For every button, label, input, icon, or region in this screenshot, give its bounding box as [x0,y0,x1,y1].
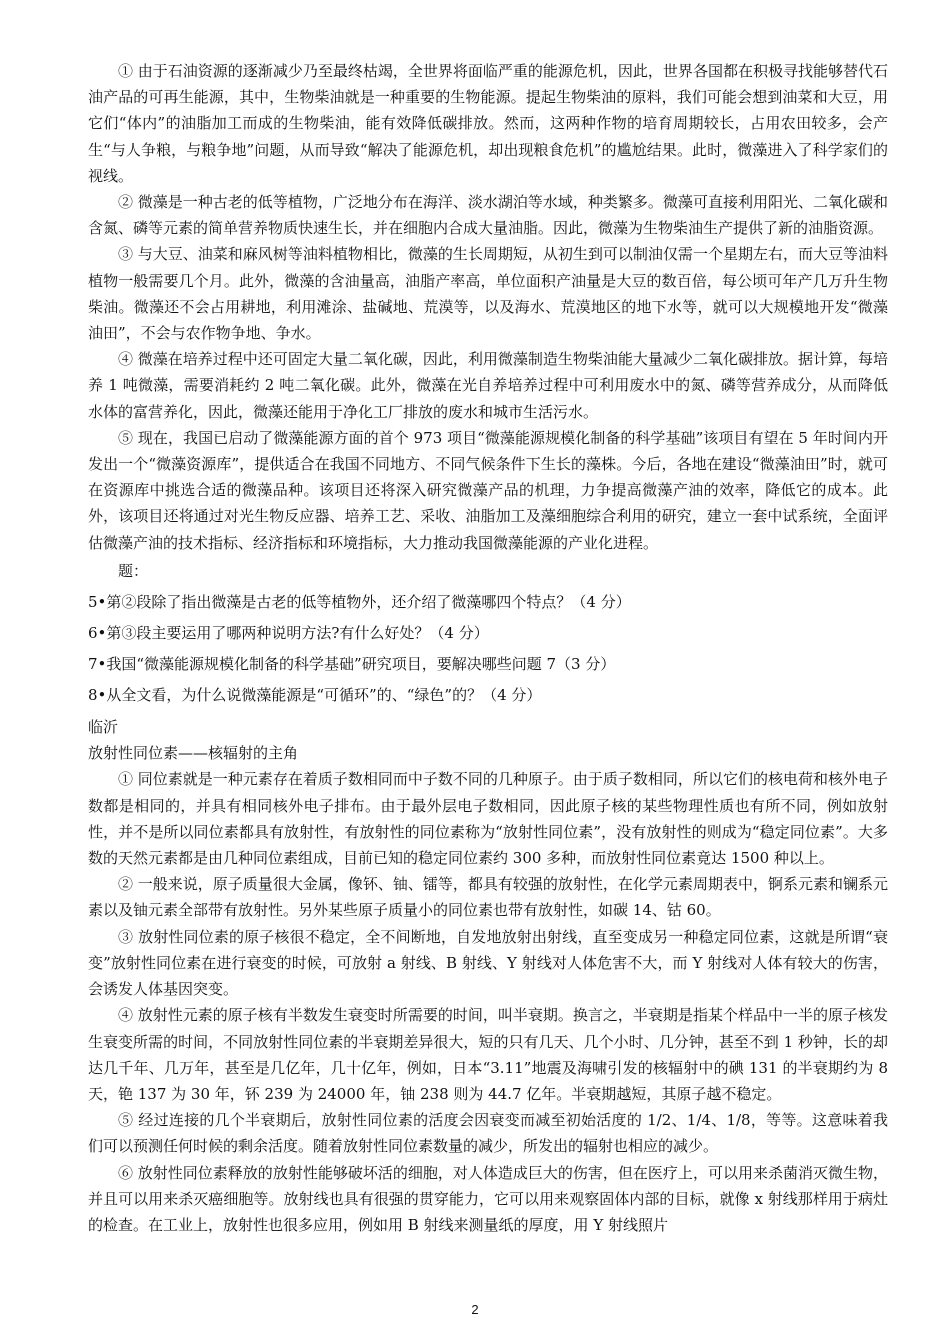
paragraph: ② 一般来说，原子质量很大金属，像钚、铀、镭等，都具有较强的放射性，在化学元素周期表中，锕系元素和镧系元素以及铀元素全部带有放射性。另外某些原子质量小的同位素也带有放射性，如碳 14、钴 60。 [88,875,888,920]
paragraph: ② 微藻是一种古老的低等植物，广泛地分布在海洋、淡水湖泊等水域，种类繁多。微藻可直接利用阳光、二氧化碳和含氮、磷等元素的简单营养物质快速生长，并在细胞内合成大量油脂。因此，微藻为生物柴油生产提供了新的油脂资源。 [88,193,888,238]
page-number: 2 [471,1302,479,1317]
paragraph: ⑥ 放射性同位素释放的放射性能够破坏活的细胞，对人体造成巨大的伤害，但在医疗上，可以用来杀菌消灭微生物，并且可以用来杀灭癌细胞等。放射线也具有很强的贯穿能力，它可以用来观察固体内部的目标，就像 x 射线那样用于病灶的检查。在工业上，放射性也很多应用，例如用 Β 射线来测量纸的厚度，用 Υ 射线照片 [88,1163,888,1234]
question-item: 7•我国“微藻能源规模化制备的科学基础”研究项目，要解决哪些问题 7（3 分） [88,655,616,674]
region-label: 临沂 [88,718,119,737]
paragraph: ④ 微藻在培养过程中还可固定大量二氧化碳，因此，利用微藻制造生物柴油能大量减少二氧化碳排放。据计算，每培养 1 吨微藻，需要消耗约 2 吨二氧化碳。此外，微藻在光自养培养过程中可利用废水中的氮、磷等营养成分，从而降低水体的富营养化，因此，微藻还能用于净化工厂排放的废水和城市生活污水。 [88,350,888,421]
question-item: 8•从全文看，为什么说微藻能源是“可循环”的、“绿色”的？（4 分） [88,686,542,705]
paragraph: ③ 与大豆、油菜和麻风树等油料植物相比，微藻的生长周期短，从初生到可以制油仅需一个星期左右，而大豆等油料植物一般需要几个月。此外，微藻的含油量高，油脂产率高，单位面积产油量是大豆的数百倍，每公顷可年产几万升生物柴油。微藻还不会占用耕地，利用滩涂、盐碱地、荒漠等，以及海水、荒漠地区的地下水等，就可以大规模地开发“微藻油田”，不会与农作物争地、争水。 [88,245,888,343]
paragraph: ① 同位素就是一种元素存在着质子数相同而中子数不同的几种原子。由于质子数相同，所以它们的核电荷和核外电子数都是相同的，并具有相同核外电子排布。由于最外层电子数相同，因此原子核的某些物理性质也有所不同，例如放射性，并不是所以同位素都具有放射性，有放射性的同位素称为“放射性同位素”，没有放射性的则成为“稳定同位素”。大多数的天然元素都是由几种同位素组成，目前已知的稳定同位素约 300 多种，而放射性同位素竟达 1500 种以上。 [88,770,888,868]
question-item: 5•第②段除了指出微藻是古老的低等植物外，还介绍了微藻哪四个特点？（4 分） [88,593,631,612]
paragraph: ① 由于石油资源的逐渐减少乃至最终枯竭，全世界将面临严重的能源危机，因此，世界各国都在积极寻找能够替代石油产品的可再生能源，其中，生物柴油就是一种重要的生物能源。提起生物柴油的原料，我们可能会想到油菜和大豆，用它们“体内”的油脂加工而成的生物柴油，能有效降低碳排放。然而，这两种作物的培育周期较长，占用农田较多，会产生“与人争粮，与粮争地”问题，从而导致“解决了能源危机，却出现粮食危机”的尴尬结果。此时，微藻进入了科学家们的视线。 [88,62,888,185]
paragraph: ⑤ 现在，我国已启动了微藻能源方面的首个 973 项目“微藻能源规模化制备的科学基础”该项目有望在 5 年时间内开发出一个“微藻资源库”，提供适合在我国不同地方、不同气候条件下生长的藻株。今后，各地在建设“微藻油田”时，就可在资源库中挑选合适的微藻品种。该项目还将深入研究微藻产品的机理，力争提高微藻产油的效率，降低它的成本。此外，该项目还将通过对光生物反应器、培养工艺、采收、油脂加工及藻细胞综合利用的研究，建立一套中试系统，全面评估微藻产油的技术指标、经济指标和环境指标，大力推动我国微藻能源的产业化进程。 [88,428,888,552]
question-item: 6•第③段主要运用了哪两种说明方法?有什么好处？（4 分） [88,624,489,643]
questions-label: 题： [118,561,149,580]
paragraph: ⑤ 经过连接的几个半衰期后，放射性同位素的活度会因衰变而减至初始活度的 1/2、1/4、1/8，等等。这意味着我们可以预测任何时候的剩余活度。随着放射性同位素数量的减少，所发出的辐射也相应的减少。 [88,1111,888,1156]
paragraph: ④ 放射性元素的原子核有半数发生衰变时所需要的时间，叫半衰期。换言之，半衰期是指某个样品中一半的原子核发生衰变所需的时间，不同放射性同位素的半衰期差异很大，短的只有几天、几个小时、几分钟，甚至不到 1 秒钟，长的却达几千年、几万年，甚至是几亿年，几十亿年，例如，日本“3.11”地震及海啸引发的核辐射中的碘 131 的半衰期约为 8 天，铯 137 为 30 年，钚 239 为 24000 年，铀 238 则为 44.7 亿年。半衰期越短，其原子越不稳定。 [88,1006,888,1103]
paragraph: ③ 放射性同位素的原子核很不稳定，全不间断地，自发地放射出射线，直至变成另一种稳定同位素，这就是所谓“衰变”放射性同位素在进行衰变的时候，可放射 a 射线、Β 射线、Υ 射线对人体危害不大，而 Υ 射线对人体有较大的伤害，会诱发人体基因突变。 [88,927,888,999]
document-page [88,58,888,1238]
article-title: 放射性同位素——核辐射的主角 [88,744,299,763]
